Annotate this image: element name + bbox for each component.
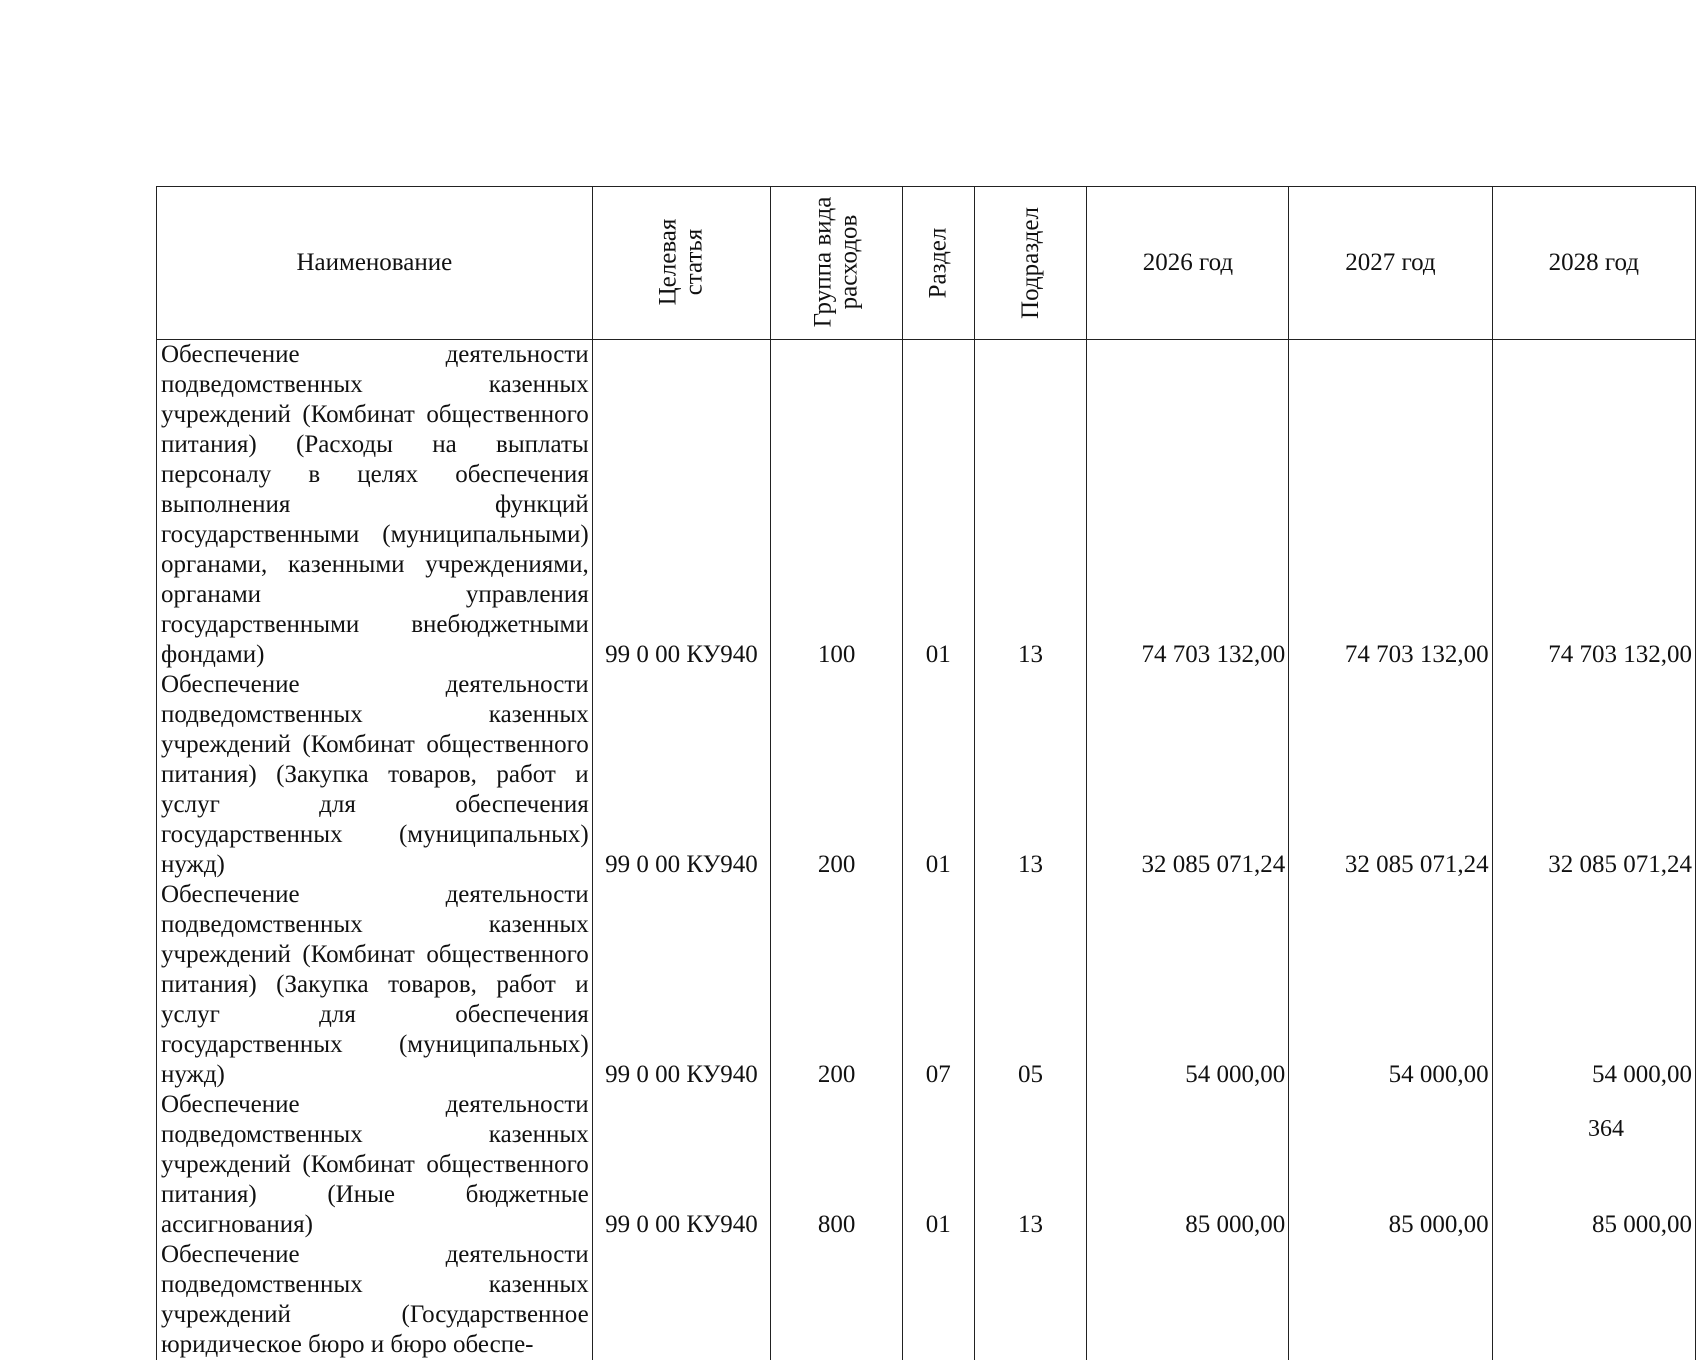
header-2027: 2027 год: [1289, 187, 1492, 340]
row-expense-group: 200: [771, 880, 903, 1090]
table-row: [157, 1240, 1696, 1360]
header-row: [157, 187, 1696, 340]
row-target-article: 99 0 00 КУ940: [592, 340, 771, 671]
row-amount-2027: 54 000,00: [1289, 880, 1492, 1090]
header-section: Раздел: [902, 187, 974, 340]
row-section: 01: [902, 340, 974, 671]
table-row: [157, 670, 1696, 880]
row-expense-group: 100: [771, 340, 903, 671]
page-number: 364: [1588, 1116, 1624, 1142]
header-target-article: Целевая статья: [592, 187, 771, 340]
row-subsection: 13: [974, 670, 1087, 880]
row-subsection: 13: [974, 1090, 1087, 1240]
row-subsection: [974, 1240, 1087, 1360]
row-amount-2026: 85 000,00: [1087, 1090, 1289, 1240]
table-row: [157, 340, 1696, 671]
row-section: 01: [902, 670, 974, 880]
table-row: [157, 1090, 1696, 1240]
row-amount-2026: 74 703 132,00: [1087, 340, 1289, 671]
row-name: Обеспечение деятельности подведомственных казенных учреждений (Комбинат общественного питания) (Иные бюджетные ассигнования): [157, 1090, 593, 1240]
row-amount-2027: 85 000,00: [1289, 1090, 1492, 1240]
header-name: Наименование: [157, 187, 593, 340]
header-subsection: Подраздел: [974, 187, 1087, 340]
row-target-article: 99 0 00 КУ940: [592, 1090, 771, 1240]
row-amount-2028: 32 085 071,24: [1492, 670, 1695, 880]
row-amount-2028: 74 703 132,00: [1492, 340, 1695, 671]
row-target-article: [592, 1240, 771, 1360]
row-target-article: 99 0 00 КУ940: [592, 670, 771, 880]
table-row: [157, 880, 1696, 1090]
header-expense-group: Группа вида расходов: [771, 187, 903, 340]
row-section: [902, 1240, 974, 1360]
row-name: Обеспечение деятельности подведомственных казенных учреждений (Государственное юридическое бюро и бюро обеспе-: [157, 1240, 593, 1360]
row-section: 07: [902, 880, 974, 1090]
row-expense-group: 800: [771, 1090, 903, 1240]
row-amount-2027: [1289, 1240, 1492, 1360]
header-2026: 2026 год: [1087, 187, 1289, 340]
row-amount-2027: 32 085 071,24: [1289, 670, 1492, 880]
row-amount-2028: [1492, 1240, 1695, 1360]
row-amount-2026: 54 000,00: [1087, 880, 1289, 1090]
row-amount-2028: 54 000,00: [1492, 880, 1695, 1090]
row-amount-2028: 85 000,00: [1492, 1090, 1695, 1240]
row-subsection: 13: [974, 340, 1087, 671]
row-target-article: 99 0 00 КУ940: [592, 880, 771, 1090]
row-section: 01: [902, 1090, 974, 1240]
row-subsection: 05: [974, 880, 1087, 1090]
budget-table: [156, 186, 1696, 1360]
row-name: Обеспечение деятельности подведомственных казенных учреждений (Комбинат общественного питания) (Закупка товаров, работ и услуг для обеспечения государственных (муниципальных) нужд): [157, 670, 593, 880]
row-expense-group: 200: [771, 670, 903, 880]
row-amount-2026: [1087, 1240, 1289, 1360]
row-name: Обеспечение деятельности подведомственных казенных учреждений (Комбинат общественного питания) (Расходы на выплаты персоналу в целях обеспечения выполнения функций государственными (муниципальными) органами, казенными учреждениями, органами управления государственными внебюджетными фондами): [157, 340, 593, 671]
row-expense-group: [771, 1240, 903, 1360]
row-amount-2026: 32 085 071,24: [1087, 670, 1289, 880]
header-2028: 2028 год: [1492, 187, 1695, 340]
row-amount-2027: 74 703 132,00: [1289, 340, 1492, 671]
row-name: Обеспечение деятельности подведомственных казенных учреждений (Комбинат общественного питания) (Закупка товаров, работ и услуг для обеспечения государственных (муниципальных) нужд): [157, 880, 593, 1090]
